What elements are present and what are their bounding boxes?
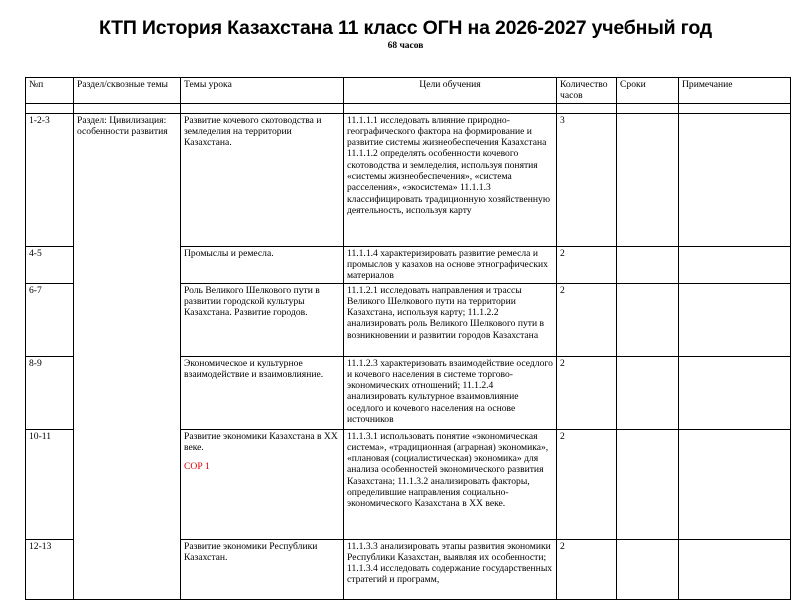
row-topic: Промыслы и ремесла. <box>181 246 344 283</box>
row-num: 4-5 <box>26 246 74 283</box>
row-num: 8-9 <box>26 356 74 429</box>
row-topic-text: Развитие экономики Казахстана в ХХ веке. <box>184 430 338 453</box>
row-goals: 11.1.3.3 анализировать этапы развития экономики Республики Казахстан, выявляя их особенности; 11.1.3.4 исследовать содержание государственных стратегий и программ, <box>344 539 557 599</box>
header-num: №п <box>26 78 74 104</box>
document-title: КТП История Казахстана 11 класс ОГН на 2026-2027 учебный год <box>99 17 712 39</box>
row-note <box>679 429 791 539</box>
curriculum-table <box>25 77 791 600</box>
row-hours: 3 <box>557 113 617 246</box>
row-dates <box>617 539 679 599</box>
row-dates <box>617 283 679 356</box>
row-note <box>679 356 791 429</box>
row-topic: Экономическое и культурное взаимодействие и взаимовлияние. <box>181 356 344 429</box>
row-dates <box>617 429 679 539</box>
row-dates <box>617 356 679 429</box>
row-topic <box>181 429 344 539</box>
row-goals: 11.1.2.3 характеризовать взаимодействие оседлого и кочевого населения в системе торгово-экономических отношений; 11.1.2.4 анализировать культурное взаимовлияние оседлого и кочевого населения на основе источников <box>344 356 557 429</box>
row-dates <box>617 246 679 283</box>
row-num: 10-11 <box>26 429 74 539</box>
spacer-row <box>26 103 791 113</box>
row-goals: 11.1.3.1 использовать понятие «экономическая система», «традиционная (аграрная) экономика», «плановая (социалистическая) экономика» для анализа особенностей экономического развития Казахстана; 11.1.3.2 анализировать факторы, определившие направления социально-экономического Казахстана в ХХ веке. <box>344 429 557 539</box>
table-row <box>26 113 791 246</box>
document-subtitle: 68 часов <box>387 41 424 51</box>
row-hours: 2 <box>557 283 617 356</box>
header-dates: Сроки <box>617 78 679 104</box>
row-goals: 11.1.1.4 характеризировать развитие ремесла и промыслов у казахов на основе этнографических материалов <box>344 246 557 283</box>
row-hours: 2 <box>557 356 617 429</box>
row-dates <box>617 113 679 246</box>
row-hours: 2 <box>557 429 617 539</box>
header-goals: Цели обучения <box>344 78 557 104</box>
row-num: 12-13 <box>26 539 74 599</box>
header-topic: Темы урока <box>181 78 344 104</box>
row-note <box>679 246 791 283</box>
section-cell: Раздел: Цивилизация: особенности развития <box>74 113 181 599</box>
row-topic: Развитие экономики Республики Казахстан. <box>181 539 344 599</box>
row-hours: 2 <box>557 246 617 283</box>
row-note <box>679 539 791 599</box>
row-topic: Развитие кочевого скотоводства и земледелия на территории Казахстана. <box>181 113 344 246</box>
row-goals: 11.1.2.1 исследовать направления и трассы Великого Шелкового пути на территории Казахстана, используя карту; 11.1.2.2 анализировать роль Великого Шелкового пути в возникновении и развитии городов Казахстана <box>344 283 557 356</box>
header-note: Примечание <box>679 78 791 104</box>
row-hours: 2 <box>557 539 617 599</box>
header-section: Раздел/сквозные темы <box>74 78 181 104</box>
row-goals: 11.1.1.1 исследовать влияние природно-географического фактора на формирование и развитие системы жизнеобеспечения Казахстана 11.1.1.2 определять особенности кочевого скотоводства и земледелия, используя понятия «системы жизнеобеспечения», «система расселения», «экосистема» 11.1.1.3 классифицировать традиционную хозяйственную деятельность, используя карту <box>344 113 557 246</box>
row-note <box>679 283 791 356</box>
header-hours: Количество часов <box>557 78 617 104</box>
header-row <box>26 78 791 104</box>
sor-badge: СОР 1 <box>184 461 210 473</box>
row-topic: Роль Великого Шелкового пути в развитии городской культуры Казахстана. Развитие городов. <box>181 283 344 356</box>
row-num: 6-7 <box>26 283 74 356</box>
row-num: 1-2-3 <box>26 113 74 246</box>
row-note <box>679 113 791 246</box>
